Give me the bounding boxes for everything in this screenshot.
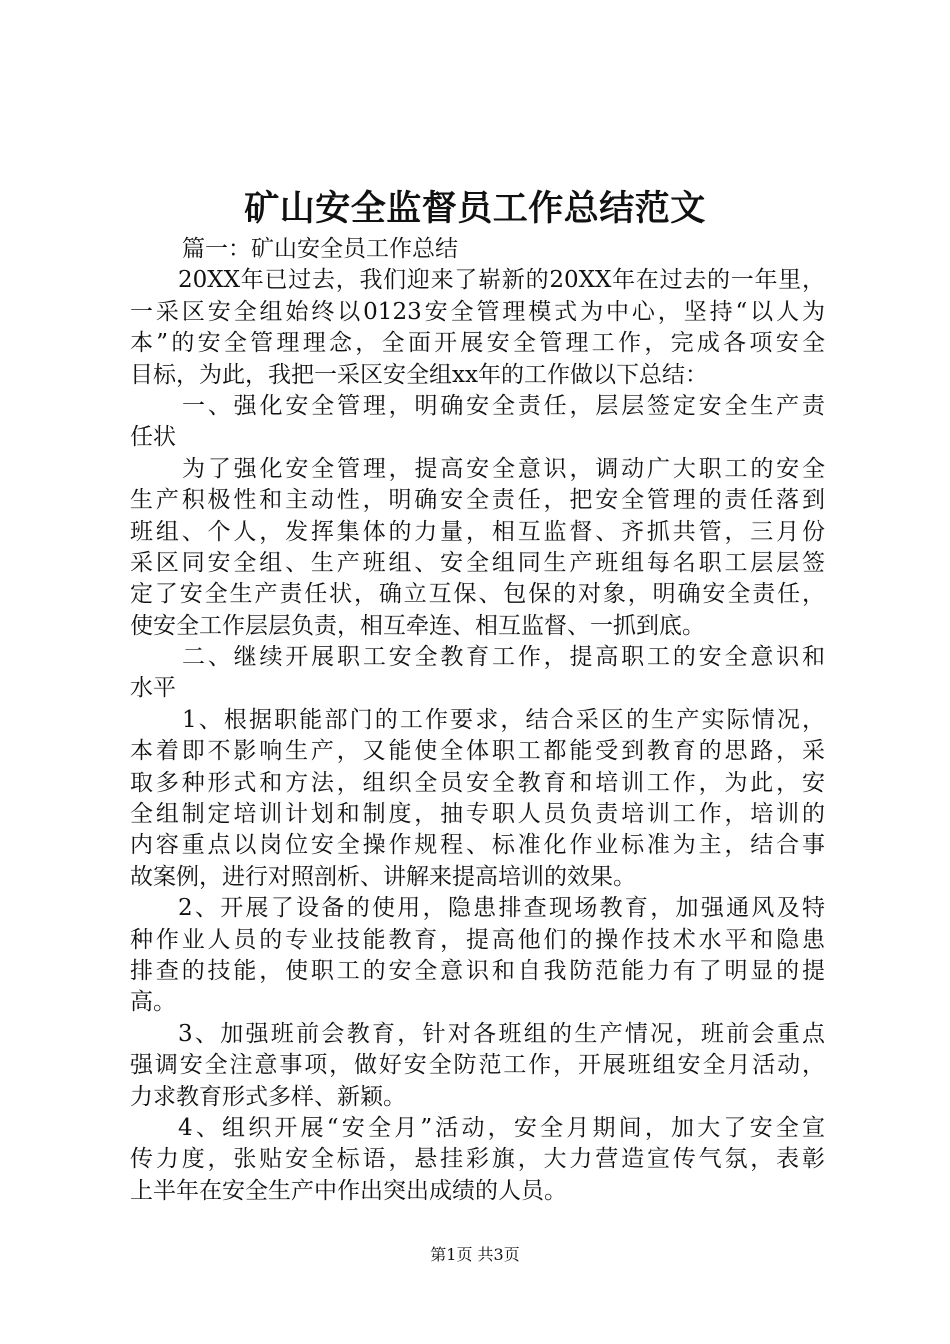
body-line: 水平 bbox=[130, 675, 176, 702]
body-line: 4、组织开展“安全月”活动，安全月期间，加大了安全宣 bbox=[178, 1114, 825, 1141]
body-line: 传力度，张贴安全标语，悬挂彩旗，大力营造宣传气氛，表彰 bbox=[130, 1146, 825, 1173]
body-line: 高。 bbox=[130, 989, 176, 1016]
body-line: 篇一：矿山安全员工作总结 bbox=[182, 236, 458, 262]
body-line: 排查的技能，使职工的安全意识和自我防范能力有了明显的提 bbox=[130, 957, 825, 984]
body-line: 取多种形式和方法，组织全员安全教育和培训工作，为此，安 bbox=[130, 769, 825, 796]
body-line: 一、强化安全管理，明确安全责任，层层签定安全生产责 bbox=[182, 392, 825, 419]
body-line: 力求教育形式多样、新颖。 bbox=[130, 1083, 406, 1110]
body-line: 强调安全注意事项，做好安全防范工作，开展班组安全月活动， bbox=[130, 1052, 825, 1079]
body-line: 全组制定培训计划和制度，抽专职人员负责培训工作，培训的 bbox=[130, 801, 825, 828]
body-line: 任状 bbox=[130, 424, 176, 451]
body-line: 本着即不影响生产，又能使全体职工都能受到教育的思路，采 bbox=[130, 738, 825, 765]
page-title: 矿山安全监督员工作总结范文 bbox=[244, 188, 706, 229]
body-line: 二、继续开展职工安全教育工作，提高职工的安全意识和 bbox=[182, 644, 825, 671]
body-line: 生产积极性和主动性，明确安全责任，把安全管理的责任落到 bbox=[130, 487, 825, 514]
body-line: 上半年在安全生产中作出突出成绩的人员。 bbox=[130, 1177, 567, 1204]
body-line: 20XX年已过去，我们迎来了崭新的20XX年在过去的一年里， bbox=[178, 267, 825, 294]
page-footer: 第1页 共3页 bbox=[430, 1245, 520, 1264]
body-line: 本”的安全管理理念，全面开展安全管理工作，完成各项安全 bbox=[130, 330, 825, 357]
body-line: 3、加强班前会教育，针对各班组的生产情况，班前会重点 bbox=[178, 1020, 825, 1047]
body-line: 为了强化安全管理，提高安全意识，调动广大职工的安全 bbox=[182, 455, 825, 482]
body-line: 1、根据职能部门的工作要求，结合采区的生产实际情况， bbox=[182, 706, 825, 733]
body-line: 目标，为此，我把一采区安全组xx年的工作做以下总结： bbox=[130, 361, 708, 388]
body-line: 种作业人员的专业技能教育，提高他们的操作技术水平和隐患 bbox=[130, 926, 825, 953]
body-line: 2、开展了设备的使用，隐患排查现场教育，加强通风及特 bbox=[178, 895, 825, 922]
body-line: 班组、个人，发挥集体的力量，相互监督、齐抓共管，三月份 bbox=[130, 518, 825, 545]
body-line: 一采区安全组始终以0123安全管理模式为中心，坚持“以人为 bbox=[130, 298, 825, 325]
document-body bbox=[130, 234, 825, 1207]
body-line: 故案例，进行对照剖析、讲解来提高培训的效果。 bbox=[130, 863, 636, 890]
body-line: 使安全工作层层负责，相互牵连、相互监督、一抓到底。 bbox=[130, 612, 705, 639]
body-line: 采区同安全组、生产班组、安全组同生产班组每名职工层层签 bbox=[130, 549, 825, 576]
body-line: 内容重点以岗位安全操作规程、标准化作业标准为主，结合事 bbox=[130, 832, 825, 859]
body-line: 定了安全生产责任状，确立互保、包保的对象，明确安全责任， bbox=[130, 581, 825, 608]
